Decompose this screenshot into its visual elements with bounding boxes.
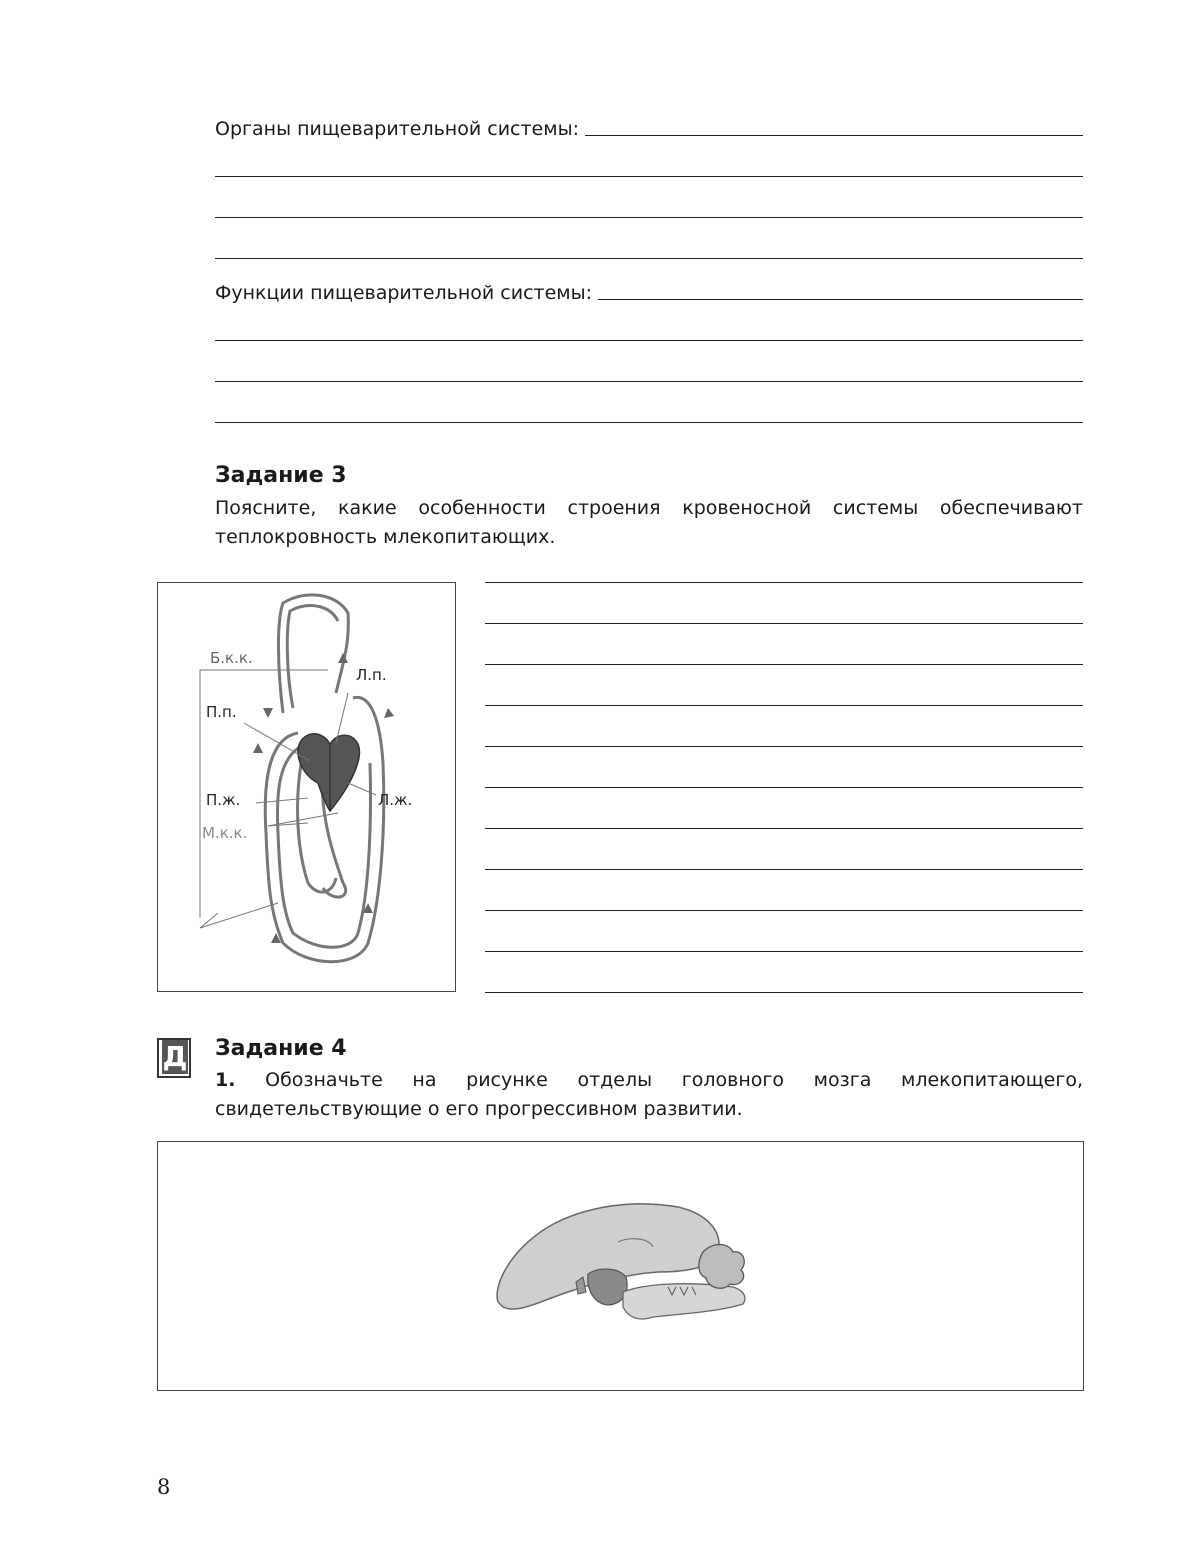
answer-line[interactable]: [215, 422, 1083, 423]
answer-line[interactable]: [485, 869, 1083, 870]
answer-line[interactable]: [215, 381, 1083, 382]
answer-line[interactable]: [485, 705, 1083, 706]
label-bkk: Б.к.к.: [210, 649, 253, 667]
answer-line[interactable]: [215, 176, 1083, 177]
answer-line[interactable]: [485, 951, 1083, 952]
functions-label: Функции пищеварительной системы:: [215, 282, 598, 304]
label-pp: П.п.: [206, 703, 237, 721]
brain-figure[interactable]: [157, 1141, 1084, 1391]
heart-shape: [298, 734, 359, 811]
task4-item-text: Обозначьте на рисунке отделы головного мозга млекопитающего, свидетельствующие о его прогрессивном развитии.: [215, 1069, 1083, 1120]
task4-item-number: 1.: [215, 1069, 236, 1091]
organs-label: Органы пищеварительной системы:: [215, 118, 585, 140]
task4-title: Задание 4: [215, 1036, 347, 1061]
label-mkk: М.к.к.: [202, 824, 248, 842]
circulatory-figure: [157, 582, 456, 992]
answer-line[interactable]: [215, 258, 1083, 259]
answer-line[interactable]: [485, 787, 1083, 788]
answer-line[interactable]: [485, 992, 1083, 993]
task3-title: Задание 3: [215, 463, 347, 488]
badge-letter: Д: [162, 1040, 188, 1073]
task3-text: Поясните, какие особенности строения кровеносной системы обеспечивают теплокровность млекопитающих.: [215, 497, 1083, 548]
answer-line[interactable]: [215, 340, 1083, 341]
answer-line[interactable]: [485, 746, 1083, 747]
page-number: 8: [157, 1475, 171, 1499]
label-pzh: П.ж.: [206, 791, 241, 809]
midbrain: [588, 1269, 627, 1305]
answer-line[interactable]: [485, 828, 1083, 829]
answer-line[interactable]: [485, 582, 1083, 583]
cerebellum: [699, 1245, 744, 1289]
brain-diagram: [158, 1142, 1083, 1390]
medulla: [623, 1284, 745, 1319]
label-lp: Л.п.: [356, 666, 387, 684]
task4-item: [215, 1066, 1083, 1124]
answer-line[interactable]: [485, 664, 1083, 665]
circulation-diagram: [158, 583, 455, 991]
answer-line[interactable]: [485, 623, 1083, 624]
answer-line[interactable]: [215, 217, 1083, 218]
additional-task-badge-icon: [157, 1038, 191, 1078]
label-lzh: Л.ж.: [378, 791, 413, 809]
answer-line[interactable]: [485, 910, 1083, 911]
